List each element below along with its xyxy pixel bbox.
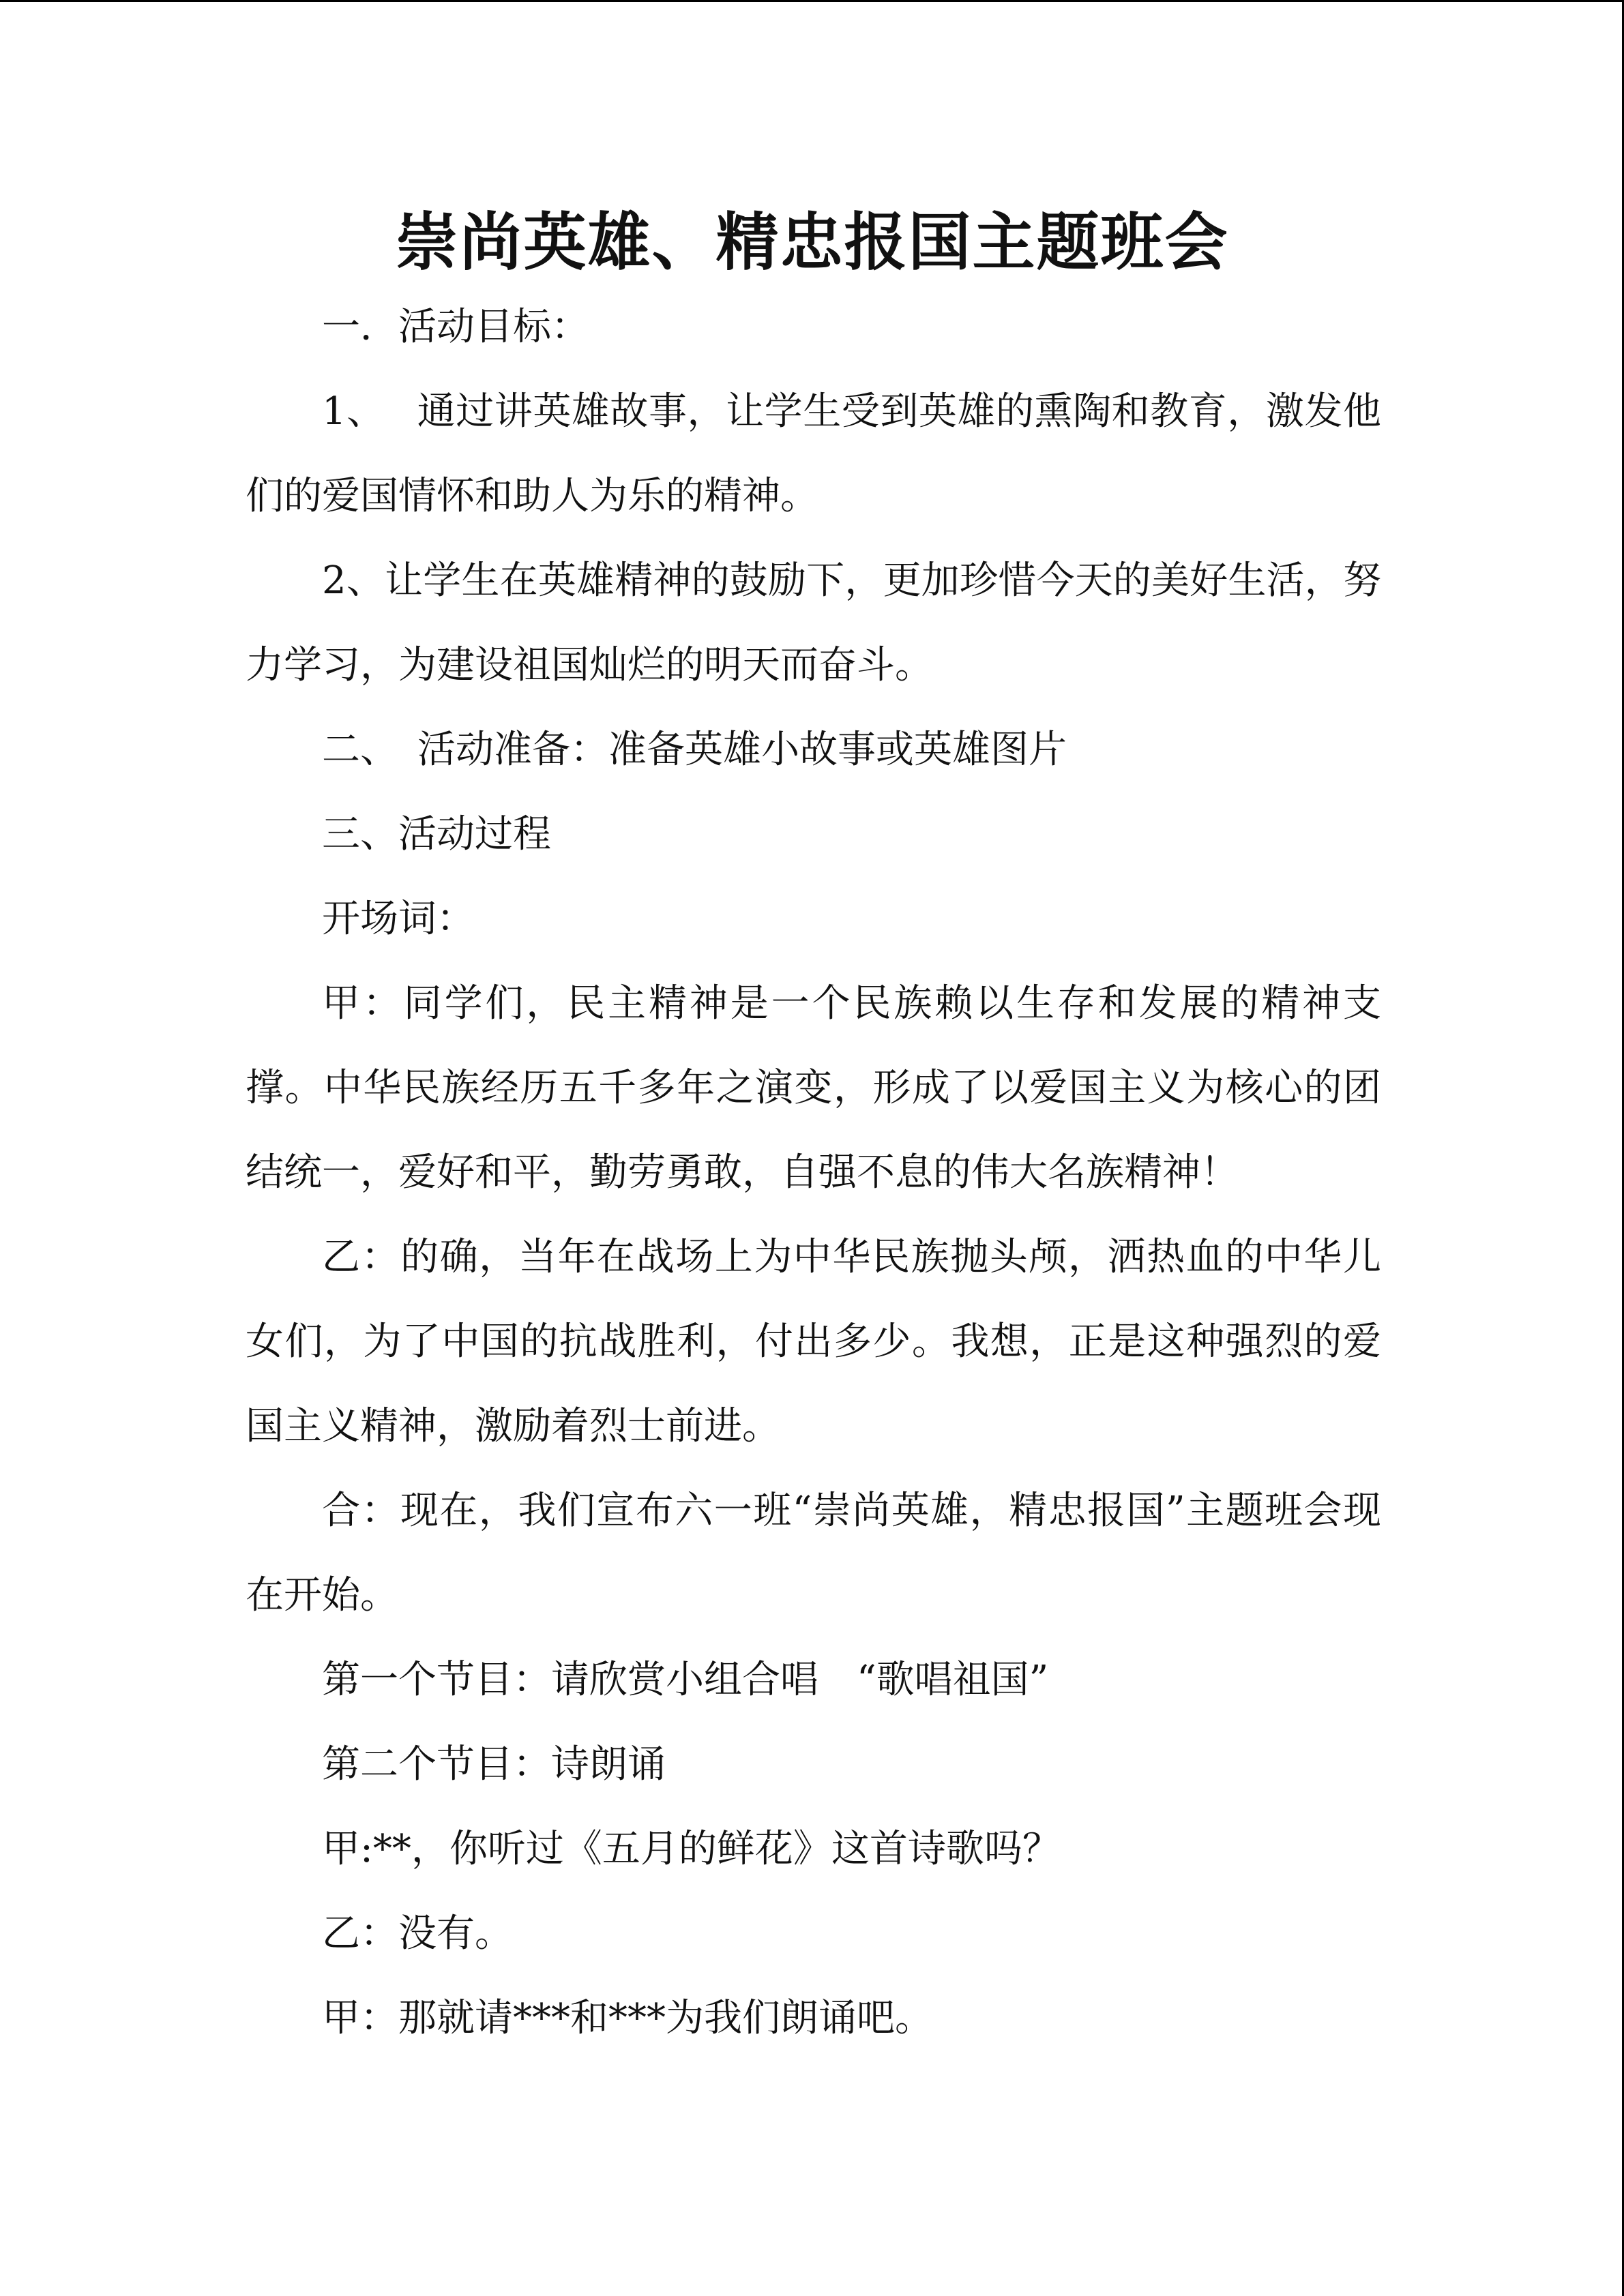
speech-yi-1: 乙：的确，当年在战场上为中华民族抛头颅，洒热血的中华儿女们，为了中国的抗战胜利，付出多少。我想，正是这种强烈的爱国主义精神，激励着烈士前进。: [246, 1235, 1381, 1448]
speech-jia-1: 甲：同学们，民主精神是一个民族赖以生存和发展的精神支撑。中华民族经历五千多年之演变，形成了以爱国主义为核心的团结统一，爱好和平，勤劳勇敢，自强不息的伟大名族精神！: [246, 981, 1381, 1195]
document-title: 崇尚英雄、精忠报国主题班会: [395, 205, 1229, 279]
opening-heading: 开场词：: [322, 897, 475, 941]
speech-jia-3: 甲：那就请***和***为我们朗诵吧。: [322, 1996, 933, 2040]
speech-jia-2: 甲:**，你听过《五月的鲜花》这首诗歌吗？: [322, 1827, 1061, 1871]
process-heading: 三、活动过程: [322, 812, 551, 856]
program-2: 第二个节目：诗朗诵: [322, 1742, 666, 1787]
goal-heading: 一．活动目标：: [322, 305, 589, 349]
speech-together: 合：现在，我们宣布六一班“崇尚英雄，精忠报国”主题班会现在开始。: [246, 1489, 1381, 1617]
program-1: 第一个节目：请欣赏小组合唱 “歌唱祖国”: [322, 1658, 1049, 1702]
speech-yi-2: 乙：没有。: [322, 1911, 513, 1956]
preparation-heading: 二、 活动准备：准备英雄小故事或英雄图片: [322, 728, 1067, 772]
goal-item-2: 2、让学生在英雄精神的鼓励下，更加珍惜今天的美好生活，努力学习，为建设祖国灿烂的明天而奋斗。: [246, 558, 1381, 687]
goal-item-1: 1、 通过讲英雄故事，让学生受到英雄的熏陶和教育，激发他们的爱国情怀和助人为乐的精神。: [246, 389, 1381, 518]
